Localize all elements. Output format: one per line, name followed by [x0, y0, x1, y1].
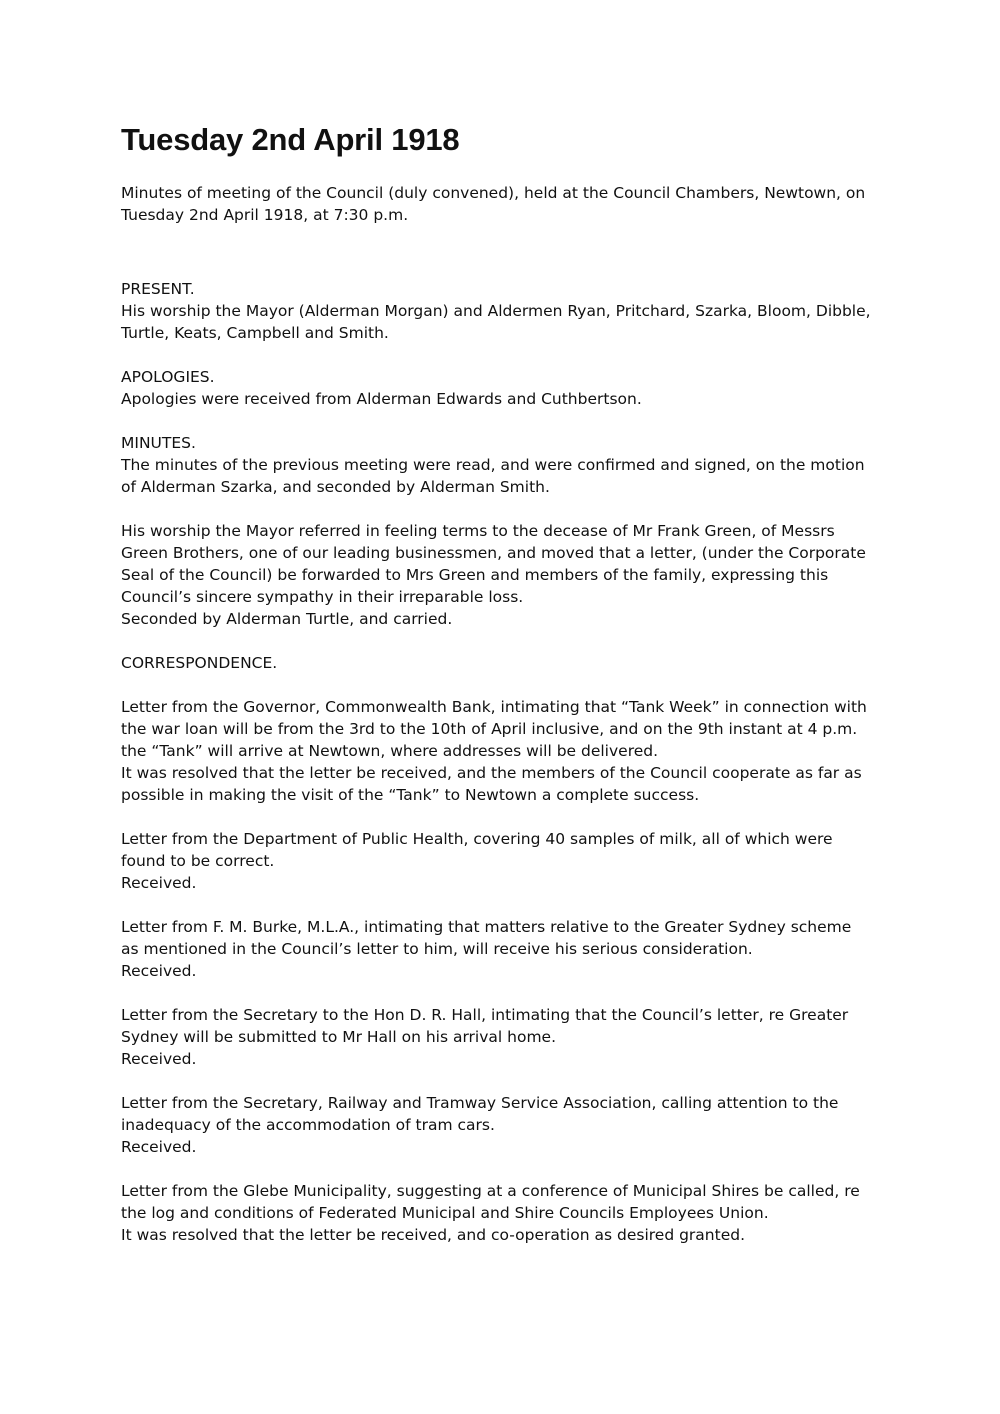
letter-item: [121, 828, 891, 894]
letter-line: Letter from the Secretary to the Hon D. R. Hall, intimating that the Council’s letter, re Greater: [121, 1006, 849, 1024]
present-section: [121, 278, 891, 344]
condolence-line: Seconded by Alderman Turtle, and carried.: [121, 610, 453, 628]
letter-line: It was resolved that the letter be received, and the members of the Council cooperate as far as: [121, 764, 862, 782]
letter-item: [121, 696, 891, 806]
letter-line: possible in making the visit of the “Tank” to Newtown a complete success.: [121, 786, 700, 804]
letter-line: found to be correct.: [121, 852, 275, 870]
letter-line: the log and conditions of Federated Municipal and Shire Councils Employees Union.: [121, 1204, 769, 1222]
letter-line: It was resolved that the letter be received, and co-operation as desired granted.: [121, 1226, 746, 1244]
letter-item: [121, 1004, 891, 1070]
condolence-line: His worship the Mayor referred in feeling terms to the decease of Mr Frank Green, of Messrs: [121, 522, 835, 540]
apologies-section: [121, 366, 891, 410]
letter-line: Letter from the Glebe Municipality, suggesting at a conference of Municipal Shires be called, re: [121, 1182, 860, 1200]
page-title: Tuesday 2nd April 1918: [121, 122, 460, 157]
minutes-line: of Alderman Szarka, and seconded by Alderman Smith.: [121, 478, 550, 496]
letter-line: Letter from the Department of Public Health, covering 40 samples of milk, all of which were: [121, 830, 833, 848]
letter-line: Letter from the Governor, Commonwealth Bank, intimating that “Tank Week” in connection with: [121, 698, 867, 716]
letter-line: Received.: [121, 1050, 197, 1068]
apologies-line: Apologies were received from Alderman Edwards and Cuthbertson.: [121, 390, 642, 408]
intro-line: Tuesday 2nd April 1918, at 7:30 p.m.: [121, 206, 409, 224]
letter-item: [121, 916, 891, 982]
condolence-line: Seal of the Council) be forwarded to Mrs Green and members of the family, expressing this: [121, 566, 829, 584]
letter-line: the “Tank” will arrive at Newtown, where addresses will be delivered.: [121, 742, 659, 760]
condolence-line: Council’s sincere sympathy in their irreparable loss.: [121, 588, 524, 606]
intro-line: Minutes of meeting of the Council (duly convened), held at the Council Chambers, Newtown, on: [121, 184, 866, 202]
letter-line: Letter from F. M. Burke, M.L.A., intimating that matters relative to the Greater Sydney scheme: [121, 918, 852, 936]
letter-item: [121, 1092, 891, 1158]
letter-line: the war loan will be from the 3rd to the 10th of April inclusive, and on the 9th instant at 4 p.m.: [121, 720, 858, 738]
letter-item: [121, 1180, 891, 1246]
letter-line: Received.: [121, 1138, 197, 1156]
intro-paragraph: [121, 182, 891, 226]
document-page: [121, 118, 891, 1246]
condolence-section: [121, 520, 891, 630]
present-heading: PRESENT.: [121, 280, 195, 298]
letter-line: Letter from the Secretary, Railway and Tramway Service Association, calling attention to the: [121, 1094, 839, 1112]
minutes-line: The minutes of the previous meeting were read, and were confirmed and signed, on the motion: [121, 456, 865, 474]
letter-line: Received.: [121, 962, 197, 980]
apologies-heading: APOLOGIES.: [121, 368, 215, 386]
condolence-line: Green Brothers, one of our leading businessmen, and moved that a letter, (under the Corporate: [121, 544, 866, 562]
present-line: Turtle, Keats, Campbell and Smith.: [121, 324, 389, 342]
minutes-section: [121, 432, 891, 498]
letter-line: inadequacy of the accommodation of tram cars.: [121, 1116, 495, 1134]
correspondence-heading: CORRESPONDENCE.: [121, 654, 278, 672]
letter-line: Received.: [121, 874, 197, 892]
minutes-heading: MINUTES.: [121, 434, 196, 452]
letter-line: as mentioned in the Council’s letter to him, will receive his serious consideration.: [121, 940, 753, 958]
correspondence-section: [121, 652, 891, 1246]
present-line: His worship the Mayor (Alderman Morgan) and Aldermen Ryan, Pritchard, Szarka, Bloom, Dibble,: [121, 302, 871, 320]
letter-line: Sydney will be submitted to Mr Hall on his arrival home.: [121, 1028, 557, 1046]
